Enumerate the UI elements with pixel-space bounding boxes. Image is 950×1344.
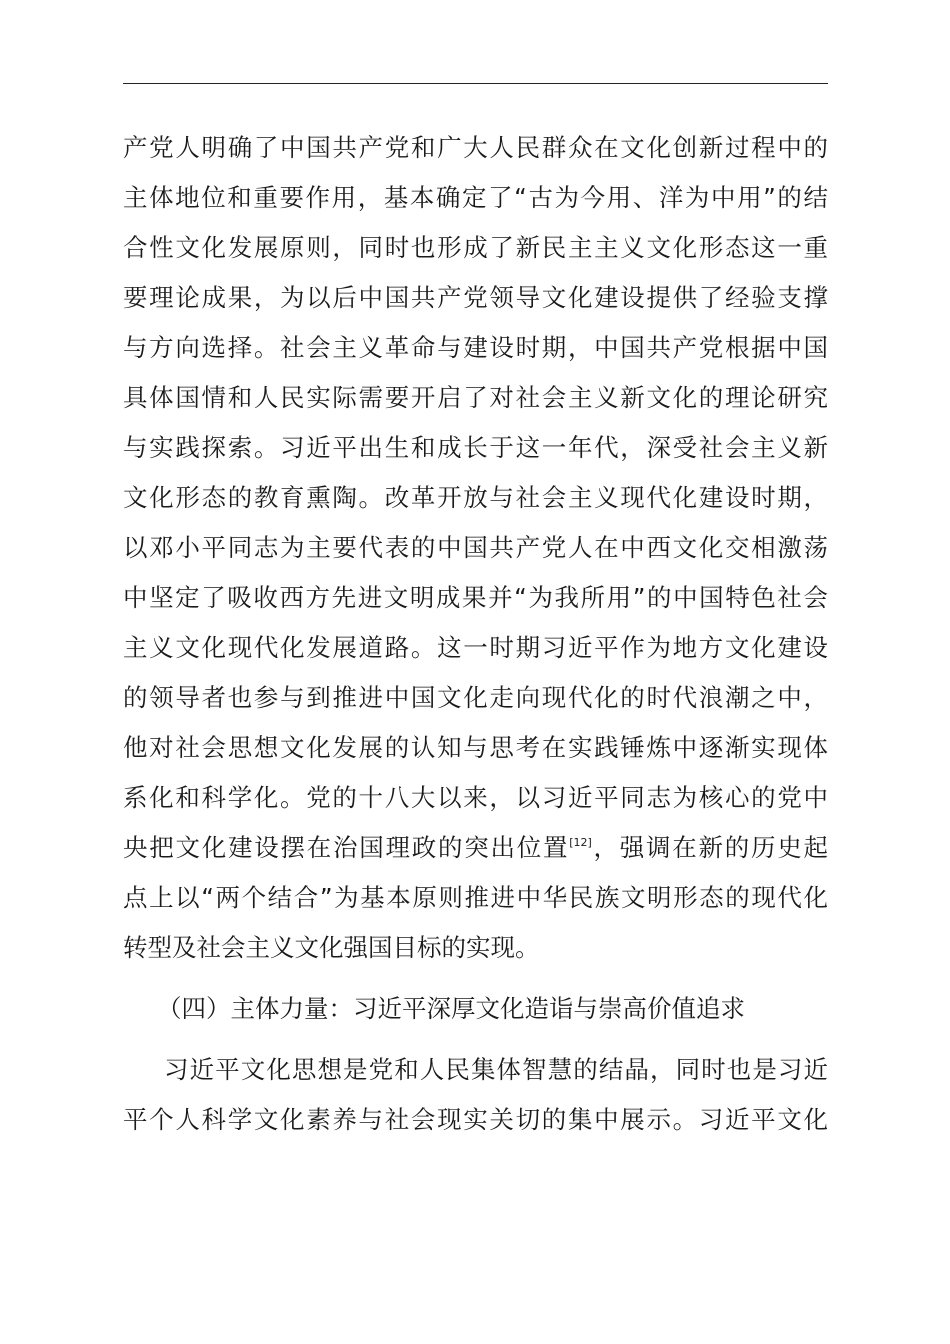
text-line: 要理论成果，为以后中国共产党领导文化建设提供了经验支撑: [123, 283, 828, 312]
text-line: 系化和科学化。党的十八大以来，以习近平同志为核心的党中: [123, 783, 828, 812]
text-line: 习近平文化思想是党和人民集体智慧的结晶，同时也是习近: [164, 1055, 828, 1084]
text-line: 合性文化发展原则，同时也形成了新民主主义文化形态这一重: [123, 233, 828, 262]
text-line: 与实践探索。习近平出生和成长于这一年代，深受社会主义新: [123, 433, 828, 462]
citation-reference: [12]: [569, 836, 592, 849]
spacer: [123, 1034, 828, 1045]
text-line: 的领导者也参与到推进中国文化走向现代化的时代浪潮之中，: [123, 683, 828, 712]
text-line: 平个人科学文化素养与社会现实关切的集中展示。习近平文化: [123, 1105, 828, 1134]
text-line: 中坚定了吸收西方先进文明成果并“为我所用”的中国特色社会: [123, 583, 828, 612]
text-line: 点上以“两个结合”为基本原则推进中华民族文明形态的现代化: [123, 883, 828, 912]
text-segment: 央把文化建设摆在治国理政的突出位置: [123, 833, 570, 862]
text-line: 主义文化现代化发展道路。这一时期习近平作为地方文化建设: [123, 633, 828, 662]
text-line: 具体国情和人民实际需要开启了对社会主义新文化的理论研究: [123, 383, 828, 412]
text-line-with-citation: [123, 823, 828, 873]
text-line: 以邓小平同志为主要代表的中国共产党人在中西文化交相激荡: [123, 533, 828, 562]
text-line: 与方向选择。社会主义革命与建设时期，中国共产党根据中国: [123, 333, 828, 362]
paragraph-2: [123, 1045, 828, 1145]
header-rule: [123, 83, 828, 84]
section-heading: （四）主体力量：习近平深厚文化造诣与崇高价值追求: [157, 994, 745, 1023]
spacer: [123, 973, 828, 984]
text-line: 产党人明确了中国共产党和广大人民群众在文化创新过程中的: [123, 133, 828, 162]
text-line: 他对社会思想文化发展的认知与思考在实践锤炼中逐渐实现体: [123, 733, 828, 762]
document-body: [123, 123, 828, 1145]
text-line: 转型及社会主义文化强国目标的实现。: [123, 933, 540, 962]
paragraph-1: [123, 123, 828, 973]
text-line: 文化形态的教育熏陶。改革开放与社会主义现代化建设时期，: [123, 483, 828, 512]
text-segment: ，强调在新的历史起: [591, 833, 828, 862]
text-line: 主体地位和重要作用，基本确定了“古为今用、洋为中用”的结: [123, 183, 828, 212]
